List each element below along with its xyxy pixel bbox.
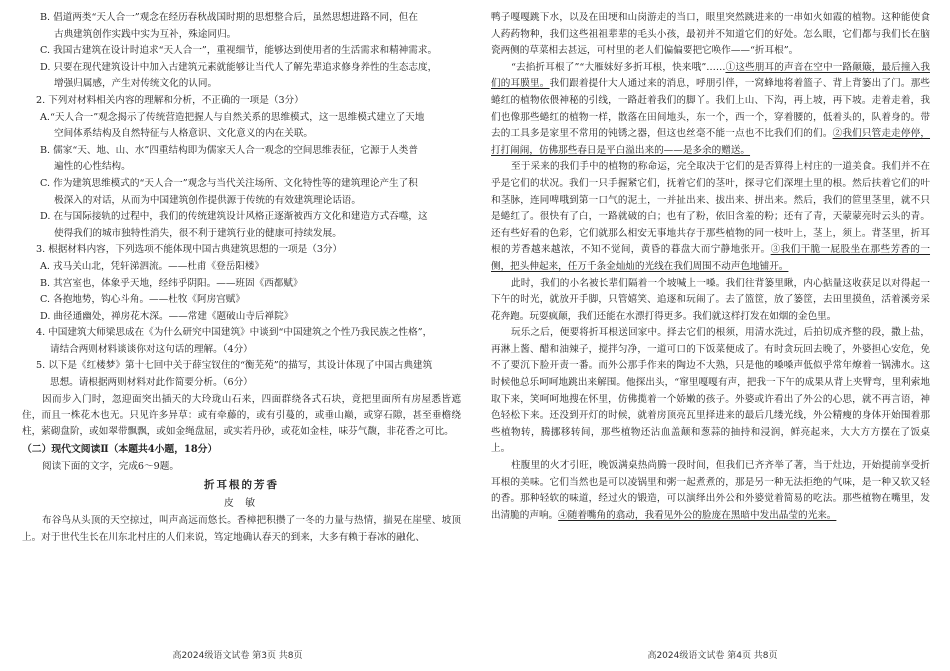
article-paragraph-1: 布谷鸟从头顶的天空掠过，叫声高远而悠长。香樟把积攒了一冬的力量与热情，揣晃在崖壁、坡顶上。对于世代生长在川东北村庄的人们来说，笃定地确认春天的到来，大多有赖于春冰的融化、 [22, 515, 461, 544]
underlined-sentence-1: ①这些朋耳的声音在空中一路颠簸，最后撞入我们的耳膜里。 [491, 61, 930, 90]
underlined-sentence-3: ③我们干脆一屁股坐在那些芳香的一侧，把头伸起来，任万千条金灿灿的光线在我们周围不动声色地铺开。 [491, 244, 931, 272]
p6-text: 柱腹里的火才引旺，晚饭满桌热尚腾一段时间，但我们已齐齐举了著，当于灶边，开始提前享受折耳根的美味。它们当然也是可以凌锅里和粥一起煮煮的，那是另一种无法拒绝的气味，是一种又软又轻的香。那种轻软的味道，经过火的锻造，可以演绎出外公和外婆觉着简易的吃法。那些植物在嘴里，发出清脆的声响。 [491, 460, 930, 521]
reading-instruction: 阅读下面的文字，完成6～9题。 [42, 460, 179, 472]
question-5-line2: 思想。请根据两则材料对此作简要分析。（6分） [50, 377, 253, 389]
right-page [475, 0, 950, 671]
article-paragraph-2 [491, 60, 930, 160]
option-1d-line2: 增强归属感，产生对传统文化的认同。 [54, 78, 218, 90]
p3-text: 至于采来的我们手中的植物的称命运，完全取决于它们的是否算得上村庄的一道美食。我们并不在乎是它们的状况。我们一只手握紧它们，抚着它们的茎叶，探寻它们深埋土里的根。然后扶着它们的叶和茎脉，连同啤哦到第一口气的泥土，一并扯出来、拔出来、拼出来。然后，我们的笸里茎里，就不只是蜷红了。很快有了白，一路就破的白；也有了粉，依旧含羞的粉；还有了青，天蒙蒙亮时云头的青。还有些好看的色彩，它们就那么相安无事地共存于那些植物的同一枝叶上，茎上，须上。背茎里，折耳根的芳香越来越浓，不知不觉间，黄昏的暮盘大而宁静地张开。 [491, 161, 930, 256]
quoted-passage: 因而步入门时，忽迎面突出插天的大玲珑山石来，四面群绕各式石块，竟把里面所有房屋悉皆遮住，而且一株花木也无。只见许多异草：或有牵藤的，或有引蔓的，或垂山巅，或穿石隙，甚至垂檐绕柱，萦砌盘阶，或如翠带飘飘，或如金绳盘屈，或实若丹砂，或花如金桂，味芬气馥，非花香之可比。 [22, 393, 461, 438]
option-1d-line1: D. 只要在现代建筑设计中加入古建筑元素就能够让当代人了解先辈追求修身养性的生态志度， [40, 61, 438, 73]
option-2d-line2: 使得我们的城市独特性消失，很不利于建筑行业的健康可持续发展。 [54, 227, 342, 239]
option-2b-line1: B. 儒家“天、地、山、水”四重结构即为儒家天人合一观念的空间思维表征，它源于人类普 [40, 144, 418, 156]
option-2c-line2: 极深入的对话，从而为中国建筑创作提供源于传统的有效建筑理论话语。 [54, 194, 361, 206]
question-block [22, 10, 461, 392]
article-paragraph-continued: 鸭子嘎嘎跳下水，以及在田埂和山岗游走的当口，眼里突然跳进来的一串如火如霞的植物。这种能使食人药药物种，我们这些祖祖辈辈的毛头小孩，最初并不知道它们的好处。怎么眼，它们都与我们长在脑瓷两侧的草菜相去甚远，可村里的老人们偏偏要把它唤作——“折耳根”。 [491, 12, 930, 57]
question-4-line1: 4. 中国建筑大师梁思成在《为什么研究中国建筑》中谈到“中国建筑之个性乃我民族之性格”， [36, 327, 433, 339]
p2-text-a: “去掐折耳根了”“大雁妹好多折耳根，快来哦”…… [511, 61, 726, 73]
option-2d-line1: D. 在与国际接轨的过程中，我们的传统建筑设计风格正逐渐被西方文化和建造方式吞噬，这 [40, 211, 428, 223]
option-1c: C. 我国古建筑在设计时追求“天人合一”，重视细节，能够达到使用者的生活需求和精神需求。 [40, 45, 438, 57]
article-title: 折耳根的芳香 [204, 479, 279, 492]
option-2c-line1: C. 作为建筑思维模式的“天人合一”观念与当代关注场所、文化特性等的建筑理论产生了积 [40, 177, 418, 189]
question-3: 3. 根据材料内容，下列选项不能体现中国古典建筑思想的一项是（3分） [36, 244, 343, 256]
question-5-line1: 5. 以下是《红楼梦》第十七回中关于薛宝钗住的“衡芜苑”的描写，其设计体现了中国古典建筑 [36, 360, 433, 372]
option-3d: D. 曲径通幽处，禅房花木深。——常建《题破山寺后禅院》 [40, 310, 294, 322]
underlined-sentence-2: ②我们只管走走停停，打打闹闹，仿佛那些春日是平白溢出来的——是多余的赠送。 [491, 128, 931, 156]
article-paragraph-5: 玩乐之后，便要将折耳根送回家中。择去它们的根须，用清水洗过，后拍切成齐整的段，撒上盐，再淋上酱、醋和油辣子，搅拌匀净，一道可口的下饭菜便成了。有时贪玩回去晚了，外婆担心安危，免不了要沉下脸开责一番。而外公那手作来的陶边不大熟，只是他的嗓嗓声低似乎常年燎着一锅沸水。这时候他总乐呵呵地跳出来解围。他探出头，“窜里嘎嘎有声，把我一下午的成果从背上夹臂弯，里利索地取下来，笑呵呵地搜在怀里，仿佛揽着一个娇嫩的孩子。外婆或许看出了外公的心思，就不再言语，神色轻松下来。还没到开灯的时候，就着房顶亮瓦里择进来的最后几缕光线，外公精瘦的身体开始围着那些植物转，腾挪移转间，那些植物还沾血盖颠和葱蒜的抽持和浸润，鲜亮起来，大大方方摆在了饭桌上。 [491, 327, 930, 455]
option-1b-line2: 古典建筑创作实践中实为互补，殊途同归。 [54, 28, 237, 40]
option-2a-line1: A.“天人合一”观念揭示了传统营造把握人与自然关系的思维模式，这一思维模式建立了天地 [40, 111, 425, 123]
article-author: 皮 敏 [223, 498, 260, 510]
option-3c: C. 各抱地势，钩心斗角。——杜牧《阿房宫赋》 [40, 294, 245, 306]
question-4-line2: 请结合两则材料谈谈你对这句话的理解。（4分） [50, 343, 253, 355]
option-2a-line2: 空间体系结构及自然特征与人格意识、文化意义的内在关联。 [54, 128, 314, 140]
article-paragraph-6 [491, 458, 930, 524]
p2-text-b: 我们跟着提什大人通过来的消息，呼朋引伴，一窝蜂地将着篮子、背上背篓出了门。那些蜷红的植物依偎神秘的引线，一路赶着我们的脚丫。我们上山、下沟，再上坡，再下坡。走着走着，我们也像那些蜷红的植物一样，散落在田间地头，东一个，西一个，穿着腰的，低着头的，队着身的。带去的工具多是家里不常用的钝锈之器，但这也丝毫不能一点也不比我们们的们。 [491, 78, 931, 140]
option-1b-line1: B. 倡道两类“天人合一”观念在经历春秋战国时期的思想整合后，虽然思想进路不同，但在 [40, 12, 418, 23]
article-paragraph-4: 此时，我们的小名被长辈们隔着一个坡喊上一嗓。我们往背篓里瞅，内心掂量这收获足以对得起一下午的时光，就放开手脚，只管嬉笑、追逐和玩闹了。去了篮筐，放了篓筐，去田里摸鱼，活着溪旁采花奔跑。玩耍疯颠，我们还能在水漂打得更多。我们就这样打发在如烟的金色里。 [491, 277, 930, 322]
underlined-sentence-4: ④随着嘴角的翕动，我看见外公的脸庞在黑暗中发出晶莹的光来。 [558, 509, 837, 521]
page-footer-right: 高2024级语文试卷 第4页 共8页 [647, 651, 778, 661]
page-footer-left: 高2024级语文试卷 第3页 共8页 [172, 651, 303, 661]
option-3b: B. 其宫室也，体象乎天地，经纬乎阴阳。——班固《西都赋》 [40, 277, 303, 289]
option-3a: A. 戎马关山北，凭轩涕泗流。——杜甫《登岳阳楼》 [40, 260, 265, 272]
section-heading: （二）现代文阅读Ⅱ（本题共4小题，18分） [22, 443, 218, 455]
article-paragraph-3 [491, 159, 930, 275]
option-2b-line2: 遍性的心性结构。 [54, 161, 131, 173]
question-2: 2. 下列对材料相关内容的理解和分析，不正确的一项是（3分） [36, 94, 304, 106]
